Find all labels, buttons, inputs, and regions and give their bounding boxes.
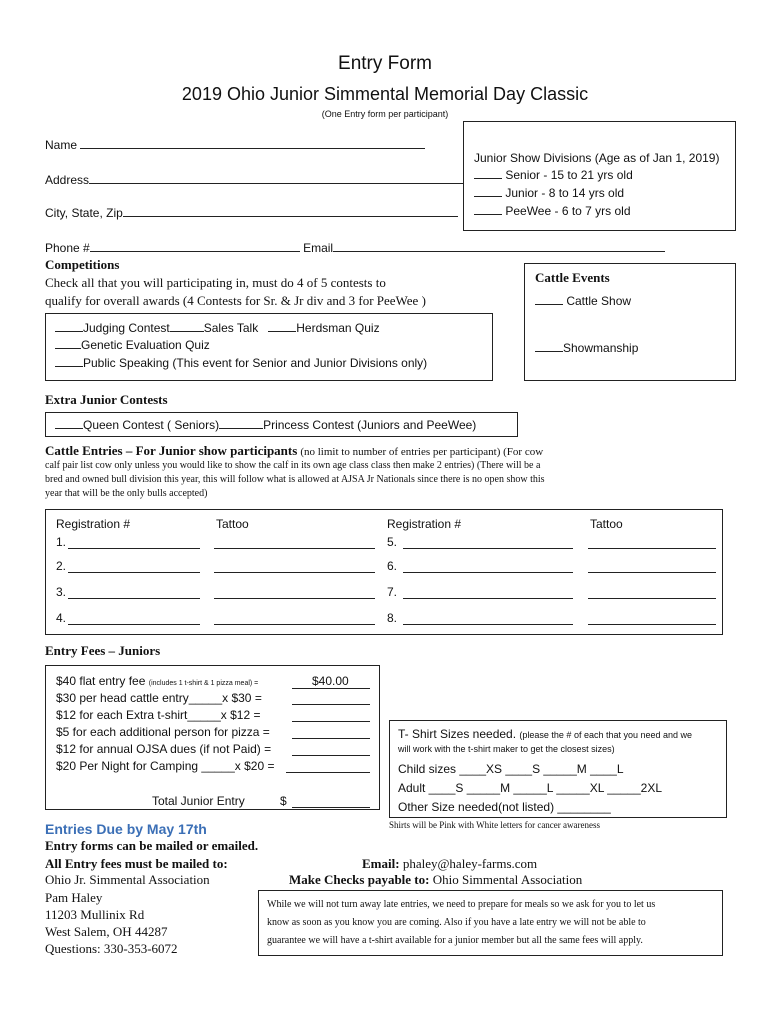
late-note-2: know as soon as you know you are coming. Also if you have a late entry we will not be able to bbox=[267, 917, 646, 928]
adult-sizes-row[interactable]: Adult ____S _____M _____L _____XL _____2XL bbox=[398, 781, 663, 795]
tattoo-input-7[interactable] bbox=[588, 598, 716, 599]
judging-label: Judging Contest bbox=[83, 321, 170, 335]
address-field[interactable] bbox=[45, 173, 464, 187]
genetic-label: Genetic Evaluation Quiz bbox=[81, 338, 210, 352]
reg-input-6[interactable] bbox=[403, 572, 573, 573]
tattoo-input-4[interactable] bbox=[214, 624, 375, 625]
phone-label: Phone # bbox=[45, 241, 90, 255]
reg-input-2[interactable] bbox=[68, 572, 200, 573]
fee-flat-label: $40 flat entry fee bbox=[56, 674, 146, 688]
fee-total-input[interactable] bbox=[292, 807, 370, 808]
queen-label: Queen Contest ( Seniors) bbox=[83, 418, 220, 432]
entry-row-number: 7. bbox=[387, 585, 398, 599]
org-name: Ohio Jr. Simmental Association bbox=[45, 872, 210, 887]
fee-flat-line bbox=[292, 688, 370, 689]
tshirt-note2: will work with the t-shirt maker to get the closest sizes) bbox=[398, 744, 615, 754]
checks-label: Make Checks payable to: bbox=[289, 872, 430, 887]
reg-label-right: Registration # bbox=[387, 517, 462, 531]
division-junior[interactable] bbox=[474, 186, 624, 200]
tattoo-input-6[interactable] bbox=[588, 572, 716, 573]
city-field[interactable] bbox=[45, 206, 458, 220]
address-line1: Pam Haley bbox=[45, 890, 103, 905]
checks-payable bbox=[289, 872, 582, 888]
checks-to: Ohio Simmental Association bbox=[432, 872, 583, 887]
speaking-row[interactable] bbox=[55, 356, 427, 370]
reg-input-3[interactable] bbox=[68, 598, 200, 599]
princess-label: Princess Contest (Juniors and PeeWee) bbox=[263, 418, 477, 432]
division-peewee[interactable] bbox=[474, 204, 631, 218]
extra-heading: Extra Junior Contests bbox=[45, 392, 168, 407]
tattoo-input-5[interactable] bbox=[588, 548, 716, 549]
email-contact-value[interactable]: phaley@haley-farms.com bbox=[402, 856, 538, 871]
division-senior[interactable] bbox=[474, 168, 633, 182]
cattle-entries-note1: (no limit to number of entries per participant) (For cow bbox=[300, 446, 544, 458]
entry-row-number: 6. bbox=[387, 559, 398, 573]
competitions-line1: Check all that you will participating in, must do 4 of 5 contests to bbox=[45, 275, 386, 290]
reg-input-8[interactable] bbox=[403, 624, 573, 625]
queen-row[interactable] bbox=[55, 418, 476, 432]
other-size-row[interactable]: Other Size needed(not listed) ________ bbox=[398, 800, 611, 814]
fee-shirt-input[interactable] bbox=[292, 721, 370, 722]
herdsman-label: Herdsman Quiz bbox=[296, 321, 380, 335]
reg-input-1[interactable] bbox=[68, 548, 200, 549]
fee-shirt-label: $12 for each Extra t-shirt_____x $12 = bbox=[56, 708, 261, 722]
cattle-entries-note4: year that will be the only bulls accepted) bbox=[45, 488, 208, 499]
fee-camping-label: $20 Per Night for Camping _____x $20 = bbox=[56, 759, 275, 773]
email-contact bbox=[362, 856, 537, 872]
speaking-label: Public Speaking (This event for Senior and Junior Divisions only) bbox=[83, 356, 428, 370]
shirt-color-note: Shirts will be Pink with White letters for cancer awareness bbox=[389, 820, 601, 830]
fee-total-sign: $ bbox=[280, 794, 287, 808]
name-field[interactable] bbox=[45, 138, 425, 152]
form-note: (One Entry form per participant) bbox=[321, 109, 449, 119]
mailed-note: Entry forms can be mailed or emailed. bbox=[45, 838, 259, 853]
cattle-entries-line1 bbox=[45, 443, 543, 459]
tattoo-input-3[interactable] bbox=[214, 598, 375, 599]
tshirt-heading: T- Shirt Sizes needed. bbox=[398, 727, 517, 741]
fee-flat-note: (includes 1 t-shirt & 1 pizza meal) = bbox=[148, 680, 259, 687]
competitions-line2: qualify for overall awards (4 Contests for Sr. & Jr div and 3 for PeeWee ) bbox=[45, 293, 426, 308]
form-subtitle: 2019 Ohio Junior Simmental Memorial Day Classic bbox=[181, 84, 589, 104]
tattoo-label-right: Tattoo bbox=[590, 517, 623, 531]
questions-phone: Questions: 330-353-6072 bbox=[45, 941, 178, 956]
cattle-show-row[interactable] bbox=[535, 294, 631, 308]
fees-mailed-note: All Entry fees must be mailed to: bbox=[45, 856, 228, 871]
entry-row-number: 3. bbox=[56, 585, 67, 599]
judging-row[interactable] bbox=[55, 321, 380, 335]
fee-pizza-input[interactable] bbox=[292, 738, 370, 739]
fee-flat-amount: $40.00 bbox=[312, 674, 349, 688]
genetic-row[interactable] bbox=[55, 338, 210, 352]
tshirt-note1: (please the # of each that you need and we bbox=[519, 730, 693, 740]
address-line3: West Salem, OH 44287 bbox=[45, 924, 168, 939]
cattle-events-heading: Cattle Events bbox=[535, 270, 610, 285]
reg-input-4[interactable] bbox=[68, 624, 200, 625]
fee-dues-input[interactable] bbox=[292, 755, 370, 756]
entry-row-number: 1. bbox=[56, 535, 67, 549]
tshirt-heading-row bbox=[398, 727, 692, 741]
entry-row-number: 2. bbox=[56, 559, 67, 573]
email-label: Email bbox=[303, 241, 334, 255]
fees-heading: Entry Fees – Juniors bbox=[45, 643, 161, 658]
late-note-1: While we will not turn away late entries, we need to prepare for meals so we ask for you to let us bbox=[267, 899, 656, 910]
tattoo-input-2[interactable] bbox=[214, 572, 375, 573]
peewee-label: PeeWee - 6 to 7 yrs old bbox=[505, 204, 631, 218]
reg-input-5[interactable] bbox=[403, 548, 573, 549]
showmanship-row[interactable] bbox=[535, 341, 638, 355]
phone-field[interactable] bbox=[45, 241, 665, 255]
fee-pizza-label: $5 for each additional person for pizza = bbox=[56, 725, 270, 739]
entry-row-number: 5. bbox=[387, 535, 398, 549]
sales-label: Sales Talk bbox=[203, 321, 259, 335]
tattoo-input-8[interactable] bbox=[588, 624, 716, 625]
address-label: Address bbox=[45, 173, 90, 187]
fee-camping-input[interactable] bbox=[286, 772, 370, 773]
entry-row-number: 8. bbox=[387, 611, 398, 625]
junior-label: Junior - 8 to 14 yrs old bbox=[505, 186, 625, 200]
divisions-heading: Junior Show Divisions (Age as of Jan 1, 2019) bbox=[474, 151, 720, 165]
showmanship-label: Showmanship bbox=[563, 341, 639, 355]
city-label: City, State, Zip bbox=[45, 206, 123, 220]
name-label: Name bbox=[45, 138, 78, 152]
reg-input-7[interactable] bbox=[403, 598, 573, 599]
fee-dues-label: $12 for annual OJSA dues (if not Paid) = bbox=[56, 742, 272, 756]
reg-label-left: Registration # bbox=[56, 517, 131, 531]
child-sizes-row[interactable]: Child sizes ____XS ____S _____M ____L bbox=[398, 762, 624, 776]
fee-cattle-input[interactable] bbox=[292, 704, 370, 705]
email-contact-label: Email: bbox=[362, 856, 400, 871]
tattoo-input-1[interactable] bbox=[214, 548, 375, 549]
cattle-entries-heading: Cattle Entries – For Junior show participants bbox=[45, 443, 298, 458]
fee-total-label: Total Junior Entry bbox=[152, 794, 245, 808]
address-line2: 11203 Mullinix Rd bbox=[45, 907, 145, 922]
fee-cattle-label: $30 per head cattle entry_____x $30 = bbox=[56, 691, 262, 705]
competitions-heading: Competitions bbox=[45, 257, 120, 272]
late-note-3: guarantee we will have a t-shirt available for a junior member but all the same fees will apply. bbox=[267, 935, 643, 946]
form-title: Entry Form bbox=[338, 53, 432, 74]
cattle-show-label: Cattle Show bbox=[566, 294, 632, 308]
due-date: Entries Due by May 17th bbox=[45, 821, 207, 837]
fee-flat-row bbox=[56, 674, 258, 688]
tattoo-label-left: Tattoo bbox=[216, 517, 249, 531]
entry-row-number: 4. bbox=[56, 611, 67, 625]
cattle-entries-note3: bred and owned bull division this year, this will follow what is allowed at AJSA Jr Nationals since there is no open show this bbox=[45, 474, 545, 485]
senior-label: Senior - 15 to 21 yrs old bbox=[505, 168, 633, 182]
cattle-entries-note2: calf pair list cow only unless you would like to show the calf in its own age class class then make 2 entries) (There will be a bbox=[45, 460, 541, 471]
